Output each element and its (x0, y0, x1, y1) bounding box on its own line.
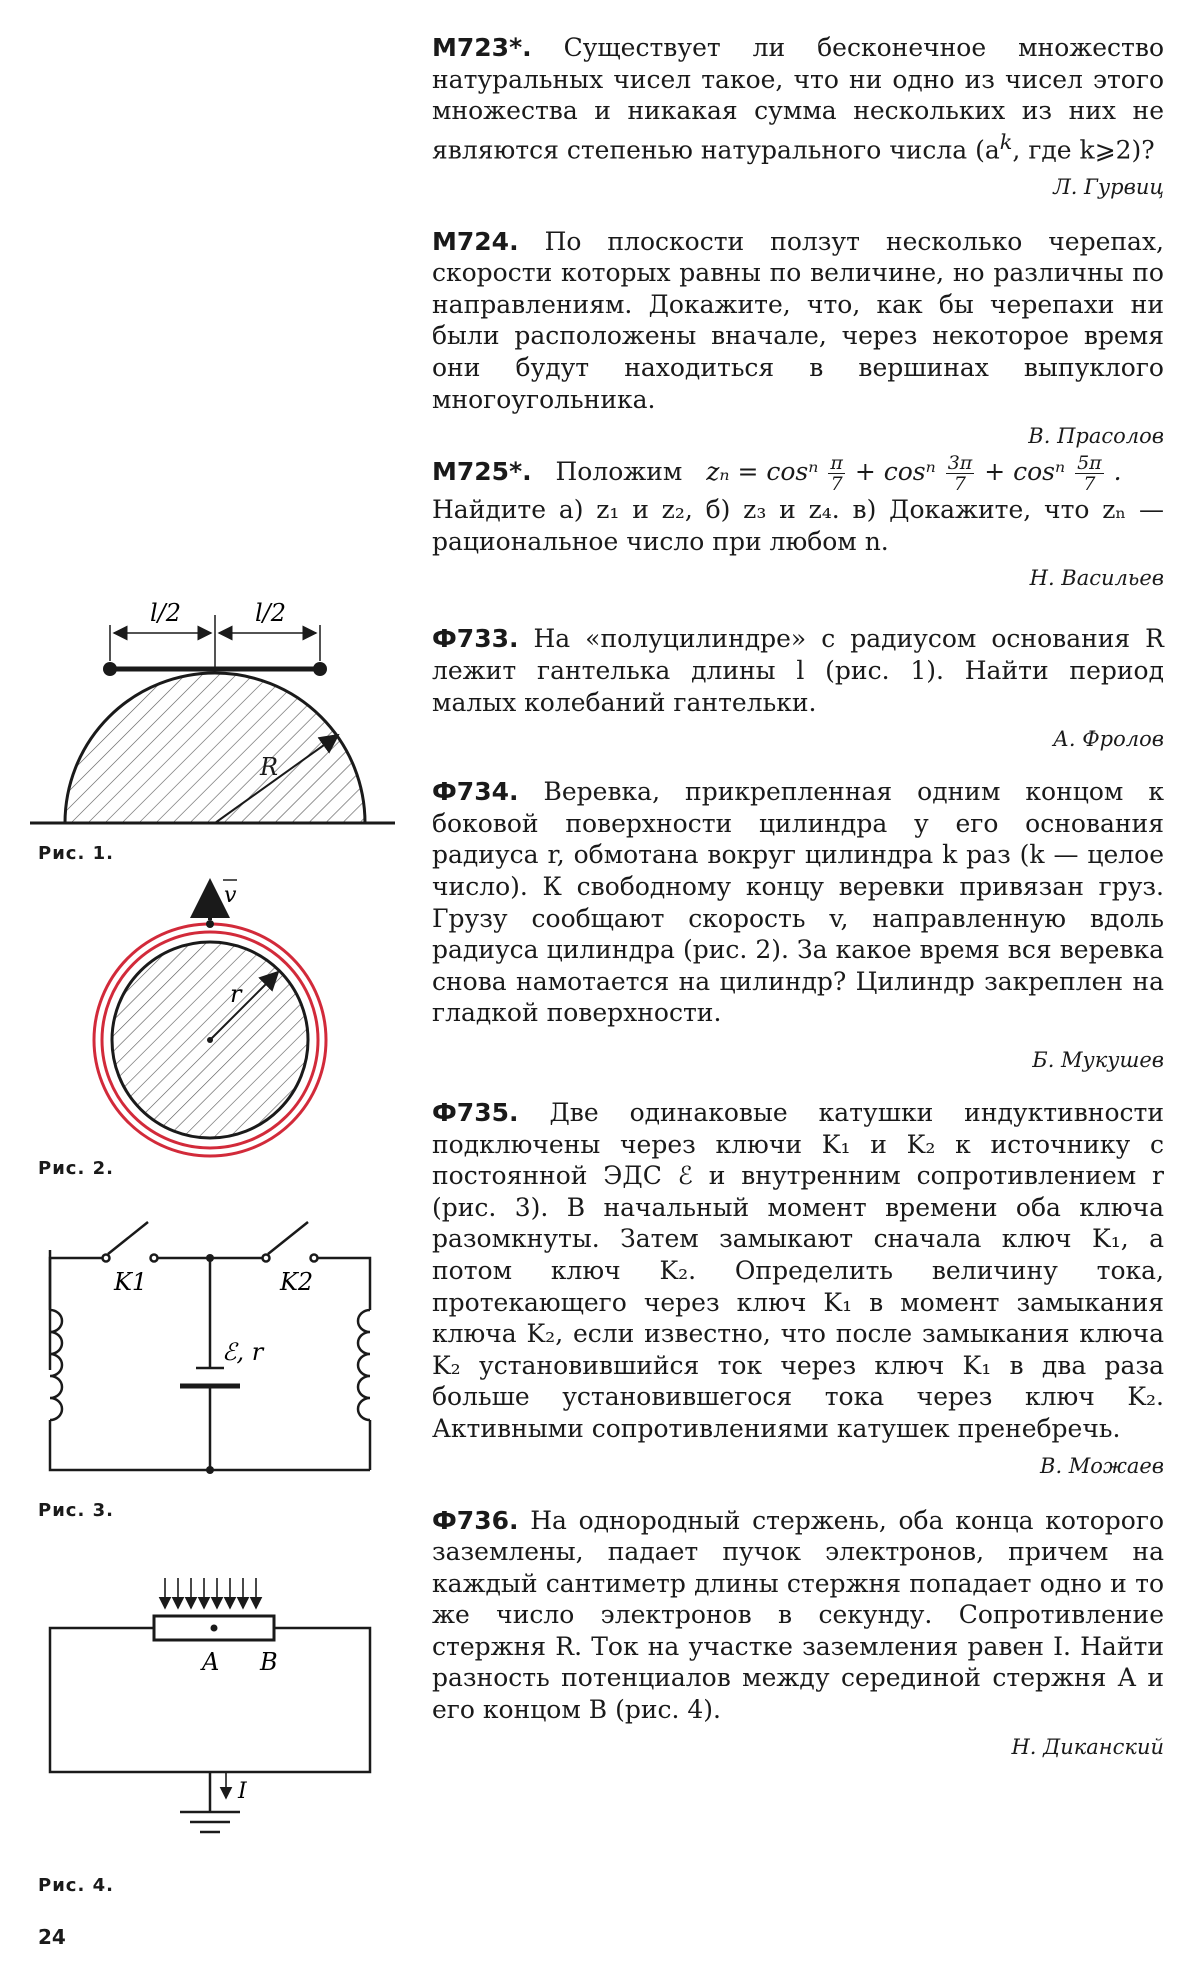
label-velocity: v (224, 883, 237, 908)
label-point-b: B (260, 1648, 278, 1676)
label-half-length-1: l/2 (150, 599, 182, 627)
problem-m724 (432, 226, 1164, 452)
figure-3-circuit (30, 1210, 400, 1490)
problem-f734 (432, 776, 1164, 1075)
problem-m725 (432, 453, 1164, 593)
problem-id: М724. (432, 226, 519, 256)
problem-text: По плоскости ползут несколько черепах, скорости которых равны по величине, но различны по направлениям. Докажите, что, как бы черепахи ни были расположены вначале, через некоторое время они будут находиться в вершинах выпуклого многоугольника. (432, 226, 1164, 414)
label-k2: K2 (280, 1268, 314, 1296)
figure-1-half-cylinder (20, 585, 400, 835)
figure-2-cylinder (90, 872, 360, 1162)
problem-author: Б. Мукушев (1032, 1047, 1164, 1072)
problem-text: Существует ли бесконечное множество натуральных чисел такое, что ни одно из чисел этого множества и никакая сумма нескольких из них не являются степенью натурального числа (a (432, 33, 1165, 165)
wire-right-top (318, 1258, 370, 1310)
problem-text: На однородный стержень, оба конца которого заземлены, падает пучок электронов, причем на каждый сантиметр длины стержня попадает одно и то же число электронов в секунду. Сопротивление стержня R. Ток на участке заземления равен I. Найти разность потенциалов между серединой стержня A и его концом B (рис. 4). (432, 1505, 1164, 1725)
problem-author: А. Фролов (1052, 727, 1164, 752)
problem-f735 (432, 1097, 1164, 1481)
label-half-length-2: l/2 (255, 599, 287, 627)
dumbbell-ball-left (103, 662, 117, 676)
label-source: ℰ, r (222, 1338, 264, 1366)
problem-author: Н. Васильев (1029, 566, 1164, 591)
load-point (206, 920, 214, 928)
figure-column (0, 0, 420, 1985)
problem-m723 (432, 32, 1164, 202)
problems-column (432, 32, 1164, 1762)
problem-id: Ф736. (432, 1505, 519, 1535)
formula: zₙ = cosⁿ $\frac{\pi}{7}$ + cosⁿ $\frac{3\pi}{7}$ + cosⁿ $\frac{5\pi}{7}$ . (706, 452, 1122, 496)
fraction-1: $\frac{\pi}{7}$ (830, 452, 843, 496)
problem-text: На «полуцилиндре» с радиусом основания R лежит гантелька длины l (рис. 1). Найти период малых колебаний гантельки. (432, 624, 1165, 717)
caption-figure-4: Рис. 4. (38, 1875, 114, 1896)
label-k1: K1 (114, 1268, 148, 1296)
fraction-3: $\frac{5\pi}{7}$ (1077, 452, 1102, 496)
problem-id: Ф733. (432, 624, 519, 654)
problem-id: М725*. (432, 457, 532, 487)
dumbbell-ball-right (313, 662, 327, 676)
problem-id: М723*. (432, 33, 532, 62)
problem-author: В. Прасолов (1028, 424, 1164, 449)
problem-f736 (432, 1505, 1164, 1762)
figure-4-rod (30, 1572, 400, 1842)
caption-figure-2: Рис. 2. (38, 1158, 114, 1179)
electron-beam (165, 1578, 256, 1608)
problem-text: Найдите а) z₁ и z₂, б) z₃ и z₄. в) Докажите, что zₙ — рациональное число при любом n. (432, 495, 1164, 556)
inductor-left (50, 1310, 62, 1420)
problem-text-end: , где k⩾2)? (1012, 135, 1155, 165)
problem-author: Л. Гурвиц (1053, 174, 1164, 199)
problem-author: Н. Диканский (1011, 1734, 1164, 1759)
formula-lead: Положим (555, 457, 683, 487)
fraction-2: $\frac{3\pi}{7}$ (947, 452, 973, 496)
caption-figure-3: Рис. 3. (38, 1500, 114, 1521)
problem-id: Ф735. (432, 1097, 519, 1127)
exponent-k: k (999, 129, 1013, 154)
label-radius-2: r (230, 980, 242, 1008)
page-number: 24 (38, 1925, 66, 1949)
problem-author: В. Можаев (1040, 1453, 1164, 1478)
label-radius: R (260, 753, 279, 781)
caption-figure-1: Рис. 1. (38, 843, 114, 864)
label-point-a: A (202, 1648, 220, 1676)
switch-k1 (108, 1222, 148, 1254)
label-current: I (238, 1779, 247, 1804)
problem-id: Ф734. (432, 777, 519, 807)
rod-midpoint (211, 1625, 218, 1632)
switch-k2 (268, 1222, 308, 1254)
problem-text: Две одинаковые катушки индуктивности подключены через ключи K₁ и K₂ к источнику с постоянной ЭДС ℰ и внутренним сопротивлением r (рис. 3). В начальный момент времени оба ключа разомкнуты. Затем замыкают сначала ключ K₁, а потом ключ K₂. Определить величину тока, протекающего через ключ K₁ в момент замыкания ключа K₂, если известно, что после замыкания ключа K₂ установившийся ток через ключ K₁ в два раза больше установившегося тока через ключ K₂. Активными сопротивлениями катушек пренебречь. (432, 1097, 1164, 1443)
inductor-right (358, 1310, 370, 1420)
problem-f733 (432, 623, 1164, 754)
problem-text: Веревка, прикрепленная одним концом к боковой поверхности цилиндра у его основания радиуса r, обмотана вокруг цилиндра k раз (k — целое число). К свободному концу веревки привязан груз. Грузу сообщают скорость v, направленную вдоль радиуса цилиндра (рис. 2). За какое время вся веревка снова намотается на цилиндр? Цилиндр закреплен на гладкой поверхности. (432, 777, 1164, 1028)
